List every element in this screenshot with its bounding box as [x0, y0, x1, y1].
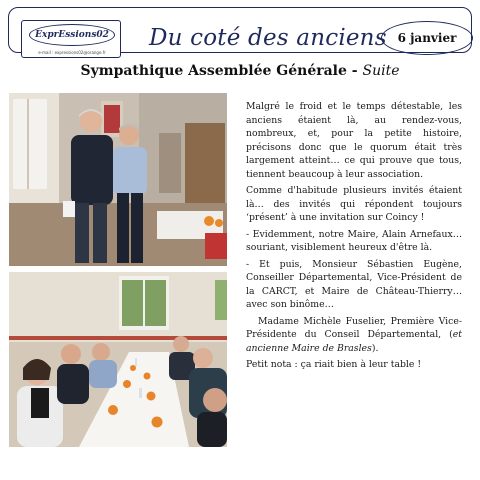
- headline-suffix: Suite: [362, 63, 400, 79]
- article-paragraph-6: Petit nota : ça riait bien à leur table !: [246, 359, 422, 370]
- two-men-standing-photo: [9, 93, 227, 266]
- page-title: Du coté des anciens: [149, 25, 387, 51]
- article-paragraph-1: Malgré le froid et le temps détestable, les anciens étaient là, au rendez-vous, nombreux, et, pour la petite histoire, précisons donc que le quorum était très largement atteint… ce qui prouve que tous, tiennent beaucoup à leur association.: [246, 101, 462, 180]
- article-body: [246, 100, 462, 375]
- logo: [21, 20, 121, 58]
- paragraph-5-italic: et ancienne Maire de Brasles: [246, 329, 462, 354]
- date-badge: 6 janvier: [381, 21, 473, 55]
- paragraph-5-main: Madame Michèle Fuselier, Première Vice-Présidente du Conseil Départemental, (: [246, 315, 462, 340]
- header-banner: [8, 7, 472, 53]
- paragraph-5-end: ).: [371, 342, 379, 354]
- logo-email: e-mail : expressions02@orange.fr: [38, 50, 106, 55]
- article-headline: [0, 63, 480, 79]
- photo-banquet: [9, 272, 227, 447]
- article-paragraph-5: [246, 315, 462, 356]
- article-paragraph-2: Comme d'habitude plusieurs invités étaient là… des invités qui répondent toujours ‘présent’ à une invitation sur Coincy !: [246, 185, 462, 223]
- article-paragraph-4: - Et puis, Monsieur Sébastien Eugène, Conseiller Départemental, Vice-Président de la CARCT, et Maire de Château-Thierry… avec son binôme…: [246, 258, 462, 310]
- headline-main: Sympathique Assemblée Générale -: [80, 63, 363, 79]
- article-paragraph-3: - Evidemment, notre Maire, Alain Arnefaux… souriant, visiblement heureux d'être là.: [246, 228, 462, 253]
- banquet-table-photo: [9, 272, 227, 447]
- logo-text: ExprEssions02: [29, 24, 115, 46]
- photo-two-men: [9, 93, 227, 266]
